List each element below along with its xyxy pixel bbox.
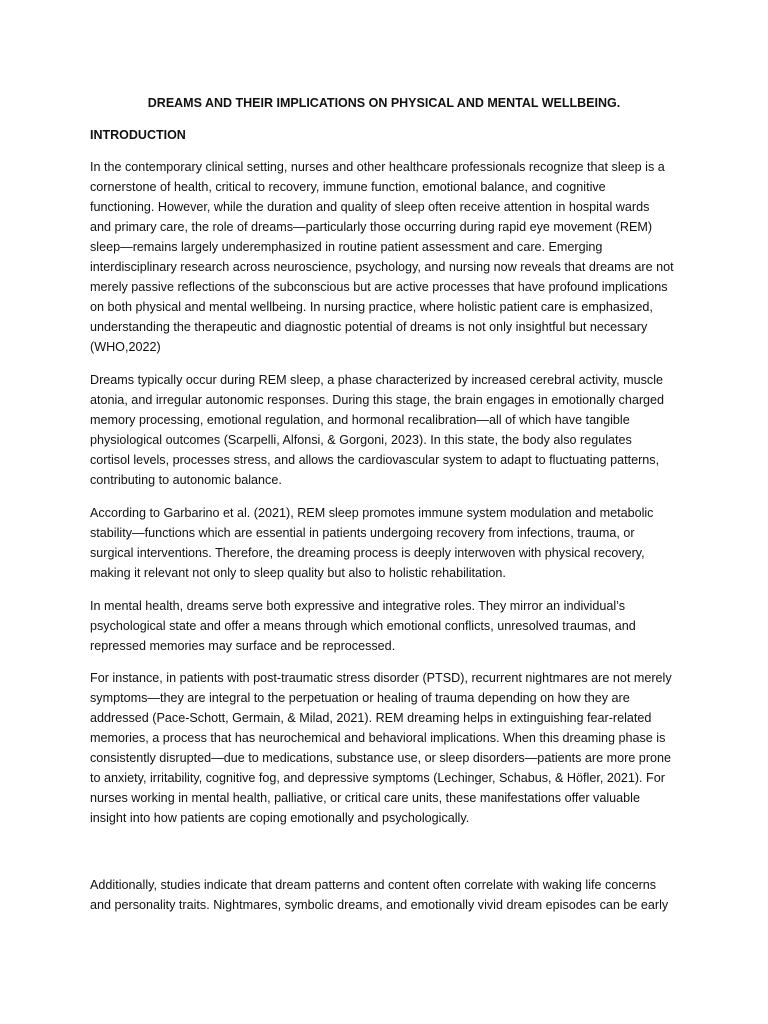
paragraph-line: cornerstone of health, critical to recovery, immune function, emotional balance, and cognitive xyxy=(90,180,606,194)
paragraph-line: understanding the therapeutic and diagnostic potential of dreams is not only insightful but necessary xyxy=(90,320,648,334)
paragraph-line: In mental health, dreams serve both expressive and integrative roles. They mirror an individual’s xyxy=(90,599,626,613)
paragraph-line: symptoms—they are integral to the perpetuation or healing of trauma depending on how they are xyxy=(90,691,630,705)
document-title: DREAMS AND THEIR IMPLICATIONS ON PHYSICAL AND MENTAL WELLBEING. xyxy=(147,96,621,110)
paragraph-line: psychological state and offer a means through which emotional conflicts, unresolved traumas, and xyxy=(90,619,636,633)
paragraph-line: In the contemporary clinical setting, nurses and other healthcare professionals recognize that sleep is a xyxy=(90,160,665,174)
paragraph-line: merely passive reflections of the subconscious but are active processes that have profound implications xyxy=(90,280,668,294)
paragraph-line: contributing to autonomic balance. xyxy=(90,473,282,487)
section-heading-introduction: INTRODUCTION xyxy=(90,128,186,142)
paragraph-line: insight into how patients are coping emotionally and psychologically. xyxy=(90,811,470,825)
paragraph-line: According to Garbarino et al. (2021), REM sleep promotes immune system modulation and metabolic xyxy=(90,506,654,520)
paragraph-line: Additionally, studies indicate that dream patterns and content often correlate with waking life concerns xyxy=(90,878,657,892)
paragraph-1 xyxy=(90,157,690,357)
paragraph-line: repressed memories may surface and be reprocessed. xyxy=(90,639,396,653)
paragraph-line: addressed (Pace-Schott, Germain, & Milad, 2021). REM dreaming helps in extinguishing fear-related xyxy=(90,711,652,725)
paragraph-line: sleep—remains largely underemphasized in routine patient assessment and care. Emerging xyxy=(90,240,603,254)
paragraph-line: cortisol levels, processes stress, and allows the cardiovascular system to adapt to fluctuating patterns, xyxy=(90,453,660,467)
paragraph-line: atonia, and irregular autonomic responses. During this stage, the brain engages in emotionally charged xyxy=(90,393,665,407)
paragraph-line: For instance, in patients with post-traumatic stress disorder (PTSD), recurrent nightmares are not merely xyxy=(90,671,672,685)
paragraph-4 xyxy=(90,596,690,656)
paragraph-3 xyxy=(90,503,690,583)
paragraph-line: surgical interventions. Therefore, the dreaming process is deeply interwoven with physical recovery, xyxy=(90,546,645,560)
paragraph-5 xyxy=(90,668,690,828)
paragraph-2 xyxy=(90,370,690,490)
paragraph-line: and personality traits. Nightmares, symbolic dreams, and emotionally vivid dream episodes can be early xyxy=(90,898,669,912)
paragraph-6 xyxy=(90,875,690,915)
paragraph-line: functioning. However, while the duration and quality of sleep often receive attention in hospital wards xyxy=(90,200,650,214)
paragraph-line: to anxiety, irritability, cognitive fog, and depressive symptoms (Lechinger, Schabus, & Höfler, 2021). For xyxy=(90,771,665,785)
paragraph-line: stability—functions which are essential in patients undergoing recovery from infections, trauma, or xyxy=(90,526,635,540)
paragraph-line: (WHO,2022) xyxy=(90,340,161,354)
paragraph-line: memories, a process that has neurochemical and behavioral implications. When this dreaming phase is xyxy=(90,731,666,745)
paragraph-line: and primary care, the role of dreams—particularly those occurring during rapid eye movement (REM) xyxy=(90,220,653,234)
paragraph-line: consistently disrupted—due to medications, substance use, or sleep disorders—patients are more prone xyxy=(90,751,672,765)
paragraph-line: on both physical and mental wellbeing. In nursing practice, where holistic patient care is emphasized, xyxy=(90,300,653,314)
paragraph-line: memory processing, emotional regulation, and hormonal recalibration—all of which have tangible xyxy=(90,413,630,427)
paragraph-line: nurses working in mental health, palliative, or critical care units, these manifestations offer valuable xyxy=(90,791,640,805)
paragraph-line: Dreams typically occur during REM sleep, a phase characterized by increased cerebral activity, muscle xyxy=(90,373,664,387)
paragraph-line: physiological outcomes (Scarpelli, Alfonsi, & Gorgoni, 2023). In this state, the body also regulates xyxy=(90,433,632,447)
paragraph-line: interdisciplinary research across neuroscience, psychology, and nursing now reveals that dreams are not xyxy=(90,260,674,274)
paragraph-line: making it relevant not only to sleep quality but also to holistic rehabilitation. xyxy=(90,566,506,580)
